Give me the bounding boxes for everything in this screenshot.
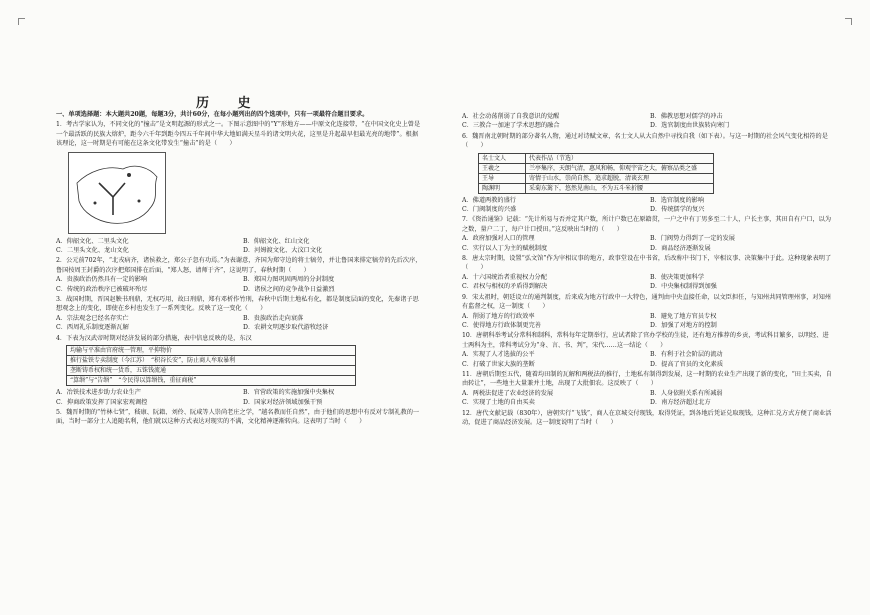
- option[interactable]: B．官营政策的实施加强中央集权: [243, 389, 335, 397]
- table-cell: 陶渊明: [479, 183, 526, 193]
- question-9: 9．宋太祖时，朝廷设立的通判制度，后来成为地方行政中一大特色，通判由中央直接任命，以文臣担任，与知州共同管理州事，对知州有监督之权，这一制度（ ）: [462, 293, 831, 311]
- page-title: 历 史: [196, 96, 263, 111]
- table-cell: “算缗”与“告缗” “令民得以算缗钱，重征商税”: [67, 376, 356, 386]
- option[interactable]: D．传统儒学的复兴: [650, 206, 705, 214]
- option[interactable]: D．提高了官员的文化素质: [650, 360, 724, 368]
- option[interactable]: A．削弱了地方的行政效率: [462, 312, 535, 320]
- options-q9: [462, 312, 832, 331]
- options-q4: [56, 388, 424, 407]
- section-heading: 一、单项选择题：本大题共20题，每题3分，共计60分，在每小题列出的四个选项中，只有一项最符合题目要求。: [56, 111, 369, 118]
- option[interactable]: D．商品经济逐渐发展: [650, 244, 711, 252]
- option[interactable]: D．选官制度由世族转向寒门: [650, 122, 730, 130]
- option[interactable]: C．实行以人丁为主的赋税制度: [462, 244, 548, 252]
- corner-mark: [18, 18, 25, 25]
- table-cell: 垄断铸币权和统一货币，五铢钱流通: [67, 366, 356, 376]
- table-cell: 均输与平准由官府统一管理，平抑物价: [67, 346, 356, 356]
- options-q1: [56, 237, 424, 256]
- question-11: 11．唐朝后期至五代，随着均田制的瓦解和两税法的推行，土地私有制得到发展，这一时期的农业生产出现了新的变化，“田土买卖，自由转让”，一些地主大量兼并土地，出现了大批佃农。这反映了（ ）: [462, 370, 832, 388]
- map-outline: [69, 153, 165, 233]
- option[interactable]: D．中央集权制得到加强: [650, 283, 717, 291]
- options-q5: [462, 112, 832, 131]
- table-q4: [66, 345, 356, 386]
- question-10: 10．唐朝科举考试分常科和制科，常科每年定期举行，应试者除了官办学校的生徒，还有地方推荐的乡贡，考试科目繁多，以明经、进士两科为主，常科考试分为“身、言、书、判”，宋代……这一结论（ ）: [462, 332, 829, 349]
- option[interactable]: C．实现了土地的自由买卖: [462, 399, 535, 407]
- options-q3: [56, 314, 424, 333]
- table-cell: 兰亭集序，天朗气清，惠风和畅，仰观宇宙之大，俯察品类之盛: [526, 163, 714, 173]
- corner-mark: [845, 18, 852, 25]
- table-cell: 名士文人: [479, 153, 526, 163]
- option[interactable]: C．打破了世家大族的垄断: [462, 360, 535, 368]
- option[interactable]: A．贵族政治仍然具有一定的影响: [56, 276, 148, 284]
- option[interactable]: D．加强了对地方的控制: [650, 321, 717, 329]
- option[interactable]: C．使得地方行政体制更完善: [462, 321, 541, 329]
- table-q6: [478, 153, 714, 194]
- option[interactable]: D．河姆渡文化、大汶口文化: [243, 247, 323, 255]
- table-row: [67, 376, 356, 386]
- option[interactable]: B．有利于社会阶层的流动: [650, 351, 723, 359]
- options-q2: [56, 275, 424, 294]
- question-3: 3．战国时期，晋国赵鞅书刑鼎，无权巧用，故曰刑鼎，郑有邓析作竹刑，春秋中后期土地私有化，都是制度层面的变化，先秦诸子思想观念上的变化，即使在乡村也发生了一系列变化。反映了这一变化（ ）: [56, 296, 419, 313]
- option[interactable]: B．佛教思想对儒学的冲击: [650, 113, 723, 120]
- table-row: [479, 173, 714, 183]
- table-cell: 王羲之: [479, 163, 526, 173]
- options-q10: [462, 350, 832, 369]
- option[interactable]: C．传统的政治秩序已被破坏殆尽: [56, 285, 148, 293]
- option[interactable]: A．冶铁技术进步助力农业生产: [56, 389, 141, 397]
- table-row: [479, 183, 714, 193]
- option[interactable]: C．门阀制度的兴盛: [462, 206, 517, 214]
- option[interactable]: C．西周礼乐制度逐渐瓦解: [56, 324, 129, 332]
- option[interactable]: A．政府加强对人口的管理: [462, 235, 535, 243]
- option[interactable]: B．避免了地方官员专权: [650, 312, 717, 320]
- right-column: [462, 112, 832, 427]
- option[interactable]: D．诸侯之间的竞争战争日益激烈: [243, 285, 335, 293]
- option[interactable]: D．农耕文明逐步取代游牧经济: [243, 324, 329, 332]
- question-8: 8．唐太宗时期，设置“弘文馆”作为宰相议事的地方，政事堂设在中书省，后改称中书门下，宰相议事、决策集中于此。这种现象表明了（ ）: [462, 255, 832, 272]
- option[interactable]: A．社会动荡削弱了自我意识的觉醒: [462, 113, 560, 120]
- option[interactable]: A．两税法促进了农业经济的发展: [462, 389, 554, 397]
- option[interactable]: C．君权与相权的矛盾得到解决: [462, 283, 548, 291]
- option[interactable]: C．二里头文化、龙山文化: [56, 247, 129, 255]
- option[interactable]: B．门阀势力得到了一定的发展: [650, 235, 735, 243]
- option[interactable]: A．佛道两教的盛行: [462, 196, 516, 204]
- question-7: 7．《资治通鉴》记载：“先计所易与否并定其户数，所计户数已在原籍贯，一户之中有丁男多至二十人，户长主事，其田自有户口，以为之数，量户二丁，每户计口授田。”这反映出当时的（ ）: [462, 216, 832, 233]
- table-row: [67, 366, 356, 376]
- option[interactable]: C．抑商政策发挥了国家宏观调控: [56, 398, 148, 406]
- table-row: [67, 346, 356, 356]
- question-4: 4．下表为汉武帝时期对经济发展的部分措施，表中信息反映的是，东汉: [56, 334, 252, 342]
- table-cell: 代表作品（节选）: [526, 153, 714, 163]
- table-cell: 推行盐铁专卖制度（今江苏） “积谷长安”，防止商人牟取暴利: [67, 356, 356, 366]
- left-column: [56, 88, 424, 427]
- option[interactable]: B．郑国力图巩固两周的分封制度: [243, 276, 335, 284]
- table-row: [479, 163, 714, 173]
- table-cell: 采菊东篱下，悠然见南山，不为五斗米折腰: [526, 183, 714, 193]
- table-row: [67, 356, 356, 366]
- option[interactable]: A．仰韶文化、二里头文化: [56, 237, 129, 245]
- option[interactable]: A．宗法观念已经名存实亡: [56, 314, 129, 322]
- option[interactable]: D．国家对经济领域加强干预: [243, 398, 323, 406]
- question-2: 2．公元前702年，“北戎病齐，诸侯救之，郑公子忽有功焉。”为表谢意，齐国为郑守边的将士犒劳，并让鲁国来排定犒劳的先后次序，鲁国按周王封爵的次序把郑国排在后面，“郑人怒，请师于齐”，这说明了，春秋时期（ ）: [56, 257, 422, 274]
- option[interactable]: B．人身依附关系有所减弱: [650, 389, 723, 397]
- option[interactable]: A．十六国统治者重视权力分配: [462, 273, 547, 281]
- option[interactable]: B．贵族政治走向衰落: [243, 314, 304, 322]
- options-q8: [462, 273, 832, 292]
- option[interactable]: C．三教合一加速了学术思想的融合: [462, 122, 560, 130]
- culture-map: [68, 152, 166, 234]
- table-cell: 王导: [479, 173, 526, 183]
- option[interactable]: B．使决策更加科学: [650, 273, 705, 281]
- options-q6: [462, 196, 832, 215]
- question-12: 12．唐代文献记载（830年），唐朝实行“飞钱”，商人在京城交付现钱，取得凭证，到各地后凭证兑取现钱，这种汇兑方式方便了商业活动，促进了商品经济发展。这一制度说明了当时（ ）: [462, 409, 832, 426]
- question-5: 5．魏晋时期的“竹林七贤”，嵇康、阮籍、刘伶、阮咸等人崇尚老庄之学，“越名教而任自然”，由于他们的思想中有反对专制礼教的一面，当时一部分士人追随名利，他们就以这种方式表达对现实的不满，文化精神逐渐转向。这表明了当时（ ）: [56, 408, 420, 426]
- option[interactable]: B．选官制度的影响: [650, 196, 705, 204]
- table-cell: 寄情于山水，崇尚自然，追求超脱，清谈玄理: [526, 173, 714, 183]
- question-1: 1．考古学家认为，不同文化的“撞击”是文明起源的形式之一。下图示意图中的“Y”形地方——中原文化连接带，“在中国文化史上曾是一个最活跃的民族大熔炉，距今六千年到距今四五千年间中华大地如满天星斗的诸文明火花，这里是升起最早但最光亮的地带”。根据该理论，这一时期是有可能在这条文化带发生“撞击”的是（ ）: [56, 121, 421, 148]
- option[interactable]: D．南方经济超过北方: [650, 399, 711, 407]
- option[interactable]: A．实现了人才选拔的公平: [462, 351, 535, 359]
- options-q7: [462, 234, 832, 253]
- table-row: [479, 153, 714, 163]
- option[interactable]: B．仰韶文化、红山文化: [243, 237, 310, 245]
- question-6: 6．魏晋南北朝时期的部分著名人物，通过对诗赋文章，名士文人从大自然中寻找自我（如下表）。与这一时期的社会风气变化相符的是（ ）: [462, 132, 828, 150]
- options-q11: [462, 389, 832, 408]
